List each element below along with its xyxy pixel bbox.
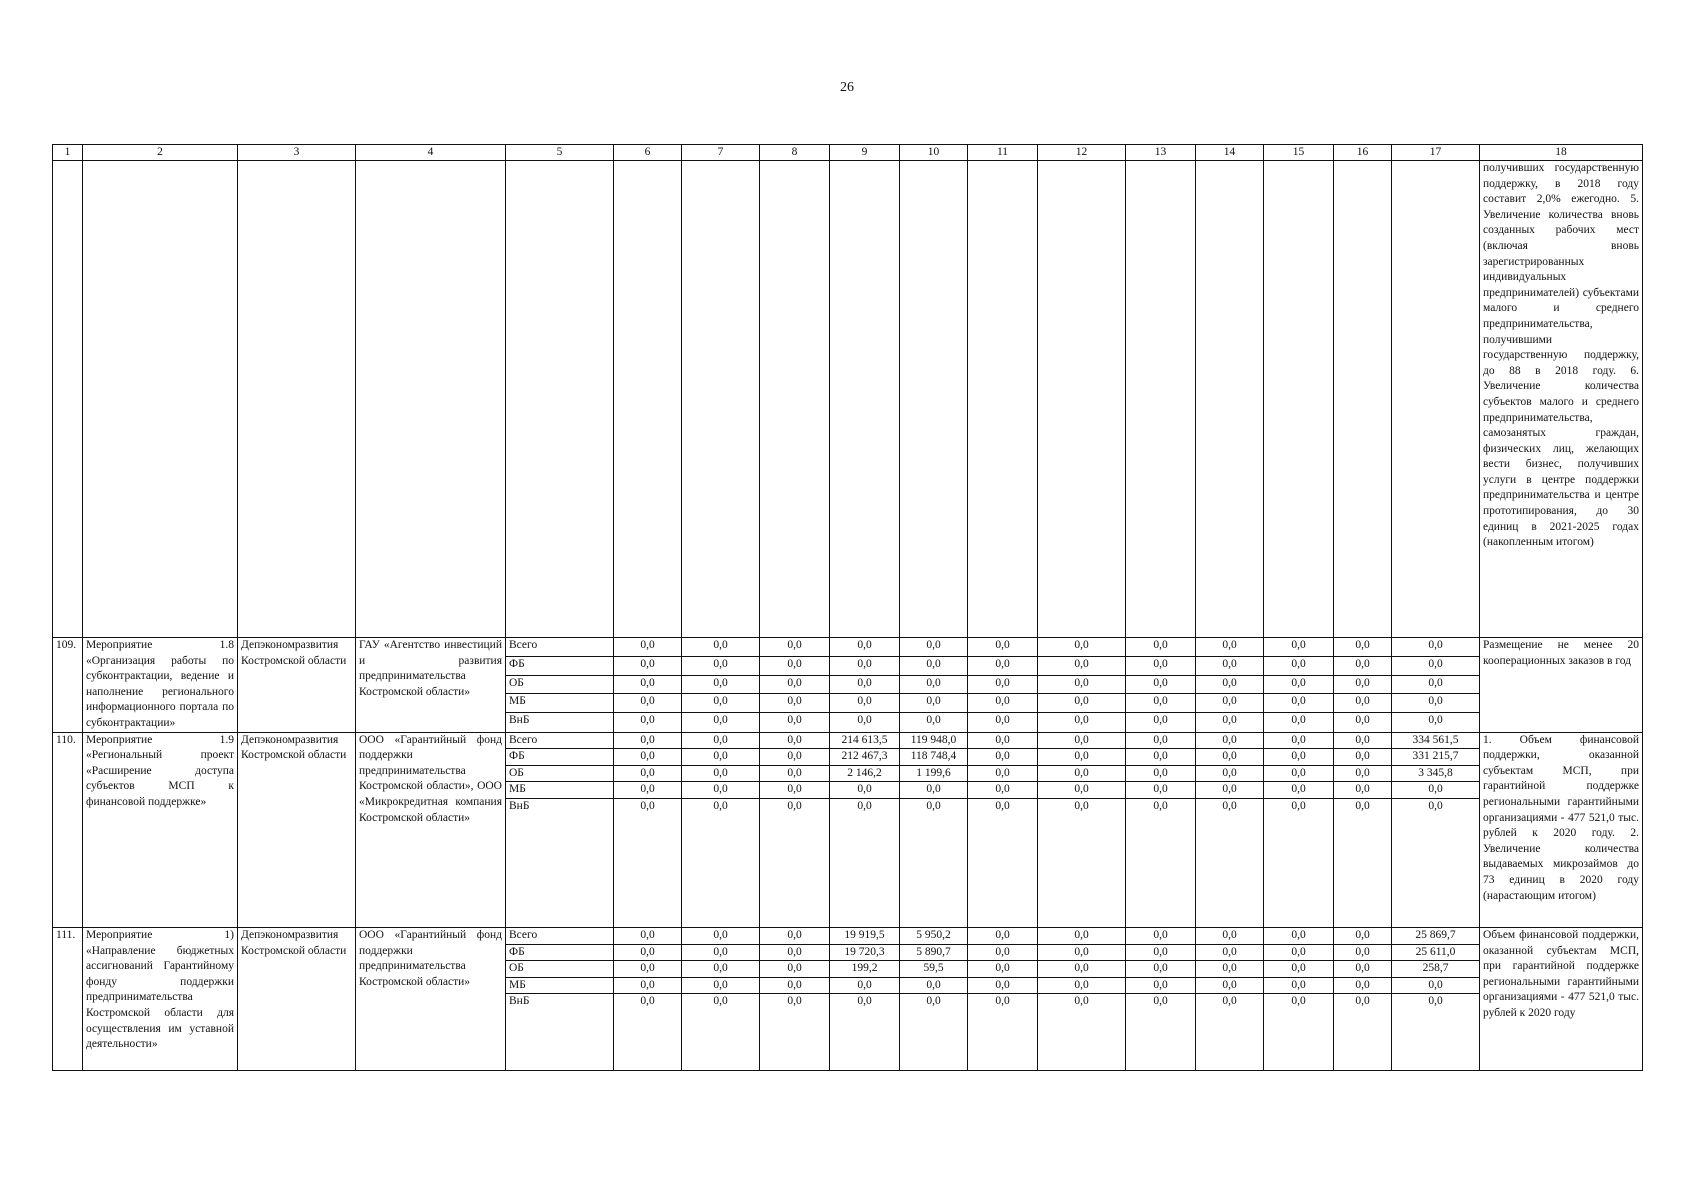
amount-cell: 0,0: [1038, 977, 1126, 994]
amount-cell: 0,0: [1334, 713, 1392, 732]
amount-cell: 0,0: [1038, 675, 1126, 694]
amount-cell: 0,0: [1126, 765, 1196, 782]
amount-cell: 0,0: [1392, 638, 1480, 657]
amount-cell: 0,0: [1264, 694, 1334, 713]
amount-cell: 0,0: [614, 675, 682, 694]
amount-cell: 0,0: [1392, 994, 1480, 1071]
amount-cell: 0,0: [682, 713, 760, 732]
amount-cell: 1 199,6: [900, 765, 968, 782]
amount-cell: 0,0: [1196, 961, 1264, 978]
amount-cell: 0,0: [1126, 977, 1196, 994]
amount-cell: 0,0: [614, 927, 682, 944]
amount-cell: 0,0: [1264, 961, 1334, 978]
funding-source: ОБ: [506, 961, 614, 978]
result-continuation: получивших государственную поддержку, в 2018 году составит 2,0% ежегодно. 5. Увеличение количества вновь созданных рабочих мест (включая вновь зарегистрированных индивидуальных предпринимателей) субъектами малого и среднего предпринимательства, получившими государственную поддержку, до 88 в 2018 году. 6. Увеличение количества субъектов малого и среднего предпринимательства, самозанятых граждан, физических лиц, желающих вести бизнес, получивших услуги в центре поддержки предпринимательства и центре прототипирования, до 30 единиц в 2021-2025 годах (накопленным итогом): [1480, 161, 1643, 638]
amount-cell: 0,0: [1264, 944, 1334, 961]
amount-cell: 0,0: [760, 765, 830, 782]
amount-cell: 0,0: [1392, 713, 1480, 732]
amount-cell: 0,0: [1038, 798, 1126, 927]
amount-cell: 0,0: [1264, 927, 1334, 944]
amount-cell: 0,0: [1126, 782, 1196, 799]
amount-cell: 0,0: [1264, 798, 1334, 927]
amount-cell: 0,0: [760, 694, 830, 713]
amount-cell: 334 561,5: [1392, 732, 1480, 749]
amount-cell: 0,0: [1126, 994, 1196, 1071]
amount-cell: 0,0: [1196, 732, 1264, 749]
column-header: 4: [356, 145, 506, 161]
amount-cell: 0,0: [1264, 732, 1334, 749]
amount-cell: 5 890,7: [900, 944, 968, 961]
column-header: 15: [1264, 145, 1334, 161]
amount-cell: 0,0: [760, 638, 830, 657]
amount-cell: 0,0: [1126, 675, 1196, 694]
source-row: [53, 732, 1643, 749]
amount-cell: 0,0: [1196, 675, 1264, 694]
amount-cell: 0,0: [1126, 732, 1196, 749]
responsible-body: Депэкономразвития Костромской области: [238, 638, 356, 733]
amount-cell: 0,0: [1334, 732, 1392, 749]
funding-source: МБ: [506, 782, 614, 799]
amount-cell: 0,0: [614, 798, 682, 927]
amount-cell: 0,0: [760, 732, 830, 749]
amount-cell: 212 467,3: [830, 749, 900, 766]
amount-cell: 0,0: [830, 638, 900, 657]
amount-cell: 0,0: [760, 675, 830, 694]
column-header: 3: [238, 145, 356, 161]
amount-cell: 0,0: [1264, 765, 1334, 782]
amount-cell: 0,0: [830, 994, 900, 1071]
amount-cell: 0,0: [1264, 749, 1334, 766]
amount-cell: 0,0: [968, 927, 1038, 944]
amount-cell: 0,0: [1334, 782, 1392, 799]
amount-cell: 0,0: [968, 977, 1038, 994]
amount-cell: 0,0: [900, 656, 968, 675]
amount-cell: 0,0: [968, 961, 1038, 978]
amount-cell: 0,0: [900, 798, 968, 927]
amount-cell: 59,5: [900, 961, 968, 978]
amount-cell: 0,0: [1126, 694, 1196, 713]
amount-cell: 0,0: [614, 694, 682, 713]
column-header: 9: [830, 145, 900, 161]
amount-cell: 0,0: [1392, 694, 1480, 713]
amount-cell: 0,0: [1334, 694, 1392, 713]
amount-cell: 0,0: [1126, 927, 1196, 944]
amount-cell: 0,0: [614, 656, 682, 675]
amount-cell: 0,0: [682, 694, 760, 713]
funding-source: ФБ: [506, 749, 614, 766]
column-header: 11: [968, 145, 1038, 161]
expected-result: Объем финансовой поддержки, оказанной субъектам МСП, при гарантийной поддержке региональными гарантийными организациями - 477 521,0 тыс. рублей к 2020 году: [1480, 927, 1643, 1070]
amount-cell: 0,0: [900, 994, 968, 1071]
amount-cell: 0,0: [968, 694, 1038, 713]
amount-cell: 0,0: [1126, 944, 1196, 961]
program-table: [52, 144, 1643, 1071]
funding-source: Всего: [506, 732, 614, 749]
source-row: [53, 638, 1643, 657]
amount-cell: 0,0: [968, 749, 1038, 766]
amount-cell: 0,0: [968, 675, 1038, 694]
amount-cell: 0,0: [968, 994, 1038, 1071]
amount-cell: 0,0: [614, 765, 682, 782]
amount-cell: 0,0: [1126, 713, 1196, 732]
amount-cell: 0,0: [1126, 961, 1196, 978]
amount-cell: 0,0: [1196, 944, 1264, 961]
amount-cell: 0,0: [1334, 656, 1392, 675]
amount-cell: 0,0: [1392, 675, 1480, 694]
column-header: 16: [1334, 145, 1392, 161]
amount-cell: 0,0: [1196, 638, 1264, 657]
funding-source: МБ: [506, 694, 614, 713]
amount-cell: 0,0: [1038, 994, 1126, 1071]
amount-cell: 0,0: [1038, 782, 1126, 799]
amount-cell: 0,0: [1334, 675, 1392, 694]
amount-cell: 0,0: [968, 765, 1038, 782]
amount-cell: 0,0: [1126, 798, 1196, 927]
responsible-body: Депэкономразвития Костромской области: [238, 927, 356, 1070]
amount-cell: 0,0: [900, 638, 968, 657]
amount-cell: 0,0: [760, 782, 830, 799]
amount-cell: 0,0: [900, 713, 968, 732]
page-number: 26: [840, 80, 854, 95]
amount-cell: 2 146,2: [830, 765, 900, 782]
amount-cell: 0,0: [1196, 694, 1264, 713]
amount-cell: 0,0: [760, 749, 830, 766]
amount-cell: 0,0: [900, 694, 968, 713]
funding-source: ВнБ: [506, 713, 614, 732]
amount-cell: 0,0: [614, 961, 682, 978]
column-header: 17: [1392, 145, 1480, 161]
amount-cell: 0,0: [968, 656, 1038, 675]
amount-cell: 0,0: [1264, 782, 1334, 799]
amount-cell: 0,0: [682, 994, 760, 1071]
amount-cell: 0,0: [830, 798, 900, 927]
amount-cell: 0,0: [682, 961, 760, 978]
amount-cell: 0,0: [1038, 765, 1126, 782]
amount-cell: 0,0: [614, 782, 682, 799]
measure-name: Мероприятие 1) «Направление бюджетных ассигнований Гарантийному фонду поддержки предпринимательства Костромской области для осуществления им уставной деятельности»: [83, 927, 238, 1070]
amount-cell: 0,0: [830, 713, 900, 732]
amount-cell: 0,0: [968, 638, 1038, 657]
amount-cell: 0,0: [682, 782, 760, 799]
amount-cell: 0,0: [1126, 638, 1196, 657]
amount-cell: 0,0: [830, 656, 900, 675]
amount-cell: 5 950,2: [900, 927, 968, 944]
amount-cell: 0,0: [682, 944, 760, 961]
amount-cell: 0,0: [682, 749, 760, 766]
amount-cell: 0,0: [830, 977, 900, 994]
column-header: 13: [1126, 145, 1196, 161]
amount-cell: 0,0: [1038, 638, 1126, 657]
amount-cell: 0,0: [614, 944, 682, 961]
amount-cell: 0,0: [1264, 713, 1334, 732]
amount-cell: 0,0: [760, 713, 830, 732]
amount-cell: 0,0: [1196, 656, 1264, 675]
amount-cell: 0,0: [1264, 994, 1334, 1071]
amount-cell: 0,0: [1038, 961, 1126, 978]
amount-cell: 0,0: [830, 694, 900, 713]
row-number: 109.: [53, 638, 83, 733]
amount-cell: 0,0: [682, 675, 760, 694]
amount-cell: 0,0: [614, 638, 682, 657]
amount-cell: 0,0: [1196, 713, 1264, 732]
funding-source: Всего: [506, 927, 614, 944]
funding-source: ОБ: [506, 765, 614, 782]
amount-cell: 331 215,7: [1392, 749, 1480, 766]
amount-cell: 0,0: [900, 782, 968, 799]
amount-cell: 3 345,8: [1392, 765, 1480, 782]
amount-cell: 0,0: [1392, 798, 1480, 927]
amount-cell: 0,0: [614, 994, 682, 1071]
amount-cell: 0,0: [1038, 732, 1126, 749]
amount-cell: 0,0: [682, 927, 760, 944]
amount-cell: 0,0: [682, 732, 760, 749]
amount-cell: 0,0: [1196, 927, 1264, 944]
amount-cell: 0,0: [1038, 694, 1126, 713]
amount-cell: 0,0: [1334, 749, 1392, 766]
funding-source: ФБ: [506, 944, 614, 961]
amount-cell: 0,0: [760, 961, 830, 978]
column-header: 5: [506, 145, 614, 161]
amount-cell: 0,0: [830, 675, 900, 694]
amount-cell: 0,0: [900, 675, 968, 694]
amount-cell: 0,0: [682, 638, 760, 657]
amount-cell: 0,0: [682, 656, 760, 675]
funding-source: Всего: [506, 638, 614, 657]
amount-cell: 0,0: [1334, 977, 1392, 994]
amount-cell: 19 720,3: [830, 944, 900, 961]
amount-cell: 118 748,4: [900, 749, 968, 766]
expected-result: Размещение не менее 20 кооперационных заказов в год: [1480, 638, 1643, 733]
amount-cell: 19 919,5: [830, 927, 900, 944]
amount-cell: 0,0: [1334, 944, 1392, 961]
amount-cell: 25 869,7: [1392, 927, 1480, 944]
amount-cell: 0,0: [1196, 798, 1264, 927]
executor: ООО «Гарантийный фонд поддержки предпринимательства Костромской области»: [356, 927, 506, 1070]
amount-cell: 0,0: [968, 732, 1038, 749]
measure-name: Мероприятие 1.9 «Региональный проект «Расширение доступа субъектов МСП к финансовой поддержке»: [83, 732, 238, 927]
amount-cell: 0,0: [760, 656, 830, 675]
column-header: 18: [1480, 145, 1643, 161]
funding-source: МБ: [506, 977, 614, 994]
amount-cell: 0,0: [1392, 656, 1480, 675]
amount-cell: 0,0: [1264, 675, 1334, 694]
amount-cell: 0,0: [1334, 961, 1392, 978]
funding-source: ВнБ: [506, 994, 614, 1071]
amount-cell: 214 613,5: [830, 732, 900, 749]
amount-cell: 0,0: [1196, 749, 1264, 766]
amount-cell: 0,0: [682, 977, 760, 994]
column-header: 2: [83, 145, 238, 161]
amount-cell: 199,2: [830, 961, 900, 978]
amount-cell: 0,0: [614, 713, 682, 732]
amount-cell: 0,0: [614, 749, 682, 766]
amount-cell: 0,0: [1334, 638, 1392, 657]
amount-cell: 0,0: [614, 732, 682, 749]
amount-cell: 0,0: [968, 798, 1038, 927]
amount-cell: 0,0: [1196, 977, 1264, 994]
amount-cell: 0,0: [968, 944, 1038, 961]
column-header: 7: [682, 145, 760, 161]
amount-cell: 0,0: [614, 977, 682, 994]
amount-cell: 0,0: [900, 977, 968, 994]
amount-cell: 119 948,0: [900, 732, 968, 749]
amount-cell: 0,0: [1196, 782, 1264, 799]
amount-cell: 0,0: [760, 977, 830, 994]
amount-cell: 0,0: [1334, 927, 1392, 944]
amount-cell: 0,0: [1038, 713, 1126, 732]
amount-cell: 0,0: [1126, 656, 1196, 675]
amount-cell: 0,0: [760, 944, 830, 961]
row-number: 111.: [53, 927, 83, 1070]
table-body: [53, 145, 1643, 1071]
amount-cell: 0,0: [1264, 656, 1334, 675]
amount-cell: 0,0: [968, 713, 1038, 732]
amount-cell: 0,0: [760, 927, 830, 944]
amount-cell: 0,0: [1126, 749, 1196, 766]
executor: ГАУ «Агентство инвестиций и развития предпринимательства Костромской области»: [356, 638, 506, 733]
column-header: 14: [1196, 145, 1264, 161]
column-header: 1: [53, 145, 83, 161]
amount-cell: 0,0: [1196, 765, 1264, 782]
amount-cell: 0,0: [682, 798, 760, 927]
amount-cell: 0,0: [760, 994, 830, 1071]
amount-cell: 0,0: [1264, 638, 1334, 657]
continuation-row: [53, 161, 1643, 638]
amount-cell: 0,0: [968, 782, 1038, 799]
measure-name: Мероприятие 1.8 «Организация работы по субконтрактации, ведение и наполнение регионального информационного портала по субконтрактации»: [83, 638, 238, 733]
funding-source: ОБ: [506, 675, 614, 694]
amount-cell: 0,0: [1196, 994, 1264, 1071]
expected-result: 1. Объем финансовой поддержки, оказанной субъектам МСП, при гарантийной поддержке региональными гарантийными организациями - 477 521,0 тыс. рублей к 2020 году. 2. Увеличение количества выдаваемых микрозаймов до 73 единиц в 2020 году (нарастающим итогом): [1480, 732, 1643, 927]
amount-cell: 0,0: [1392, 977, 1480, 994]
amount-cell: 0,0: [760, 798, 830, 927]
executor: ООО «Гарантийный фонд поддержки предпринимательства Костромской области», ООО «Микрокредитная компания Костромской области»: [356, 732, 506, 927]
amount-cell: 0,0: [830, 782, 900, 799]
column-header: 6: [614, 145, 682, 161]
column-header: 10: [900, 145, 968, 161]
amount-cell: 0,0: [682, 765, 760, 782]
amount-cell: 0,0: [1038, 927, 1126, 944]
amount-cell: 0,0: [1264, 977, 1334, 994]
funding-source: ВнБ: [506, 798, 614, 927]
row-number: 110.: [53, 732, 83, 927]
amount-cell: 0,0: [1334, 994, 1392, 1071]
amount-cell: 0,0: [1038, 749, 1126, 766]
amount-cell: 0,0: [1392, 782, 1480, 799]
source-row: [53, 927, 1643, 944]
column-number-header: [53, 145, 1643, 161]
amount-cell: 0,0: [1334, 765, 1392, 782]
funding-source: ФБ: [506, 656, 614, 675]
column-header: 8: [760, 145, 830, 161]
amount-cell: 0,0: [1334, 798, 1392, 927]
amount-cell: 258,7: [1392, 961, 1480, 978]
amount-cell: 0,0: [1038, 944, 1126, 961]
amount-cell: 25 611,0: [1392, 944, 1480, 961]
responsible-body: Депэкономразвития Костромской области: [238, 732, 356, 927]
column-header: 12: [1038, 145, 1126, 161]
amount-cell: 0,0: [1038, 656, 1126, 675]
